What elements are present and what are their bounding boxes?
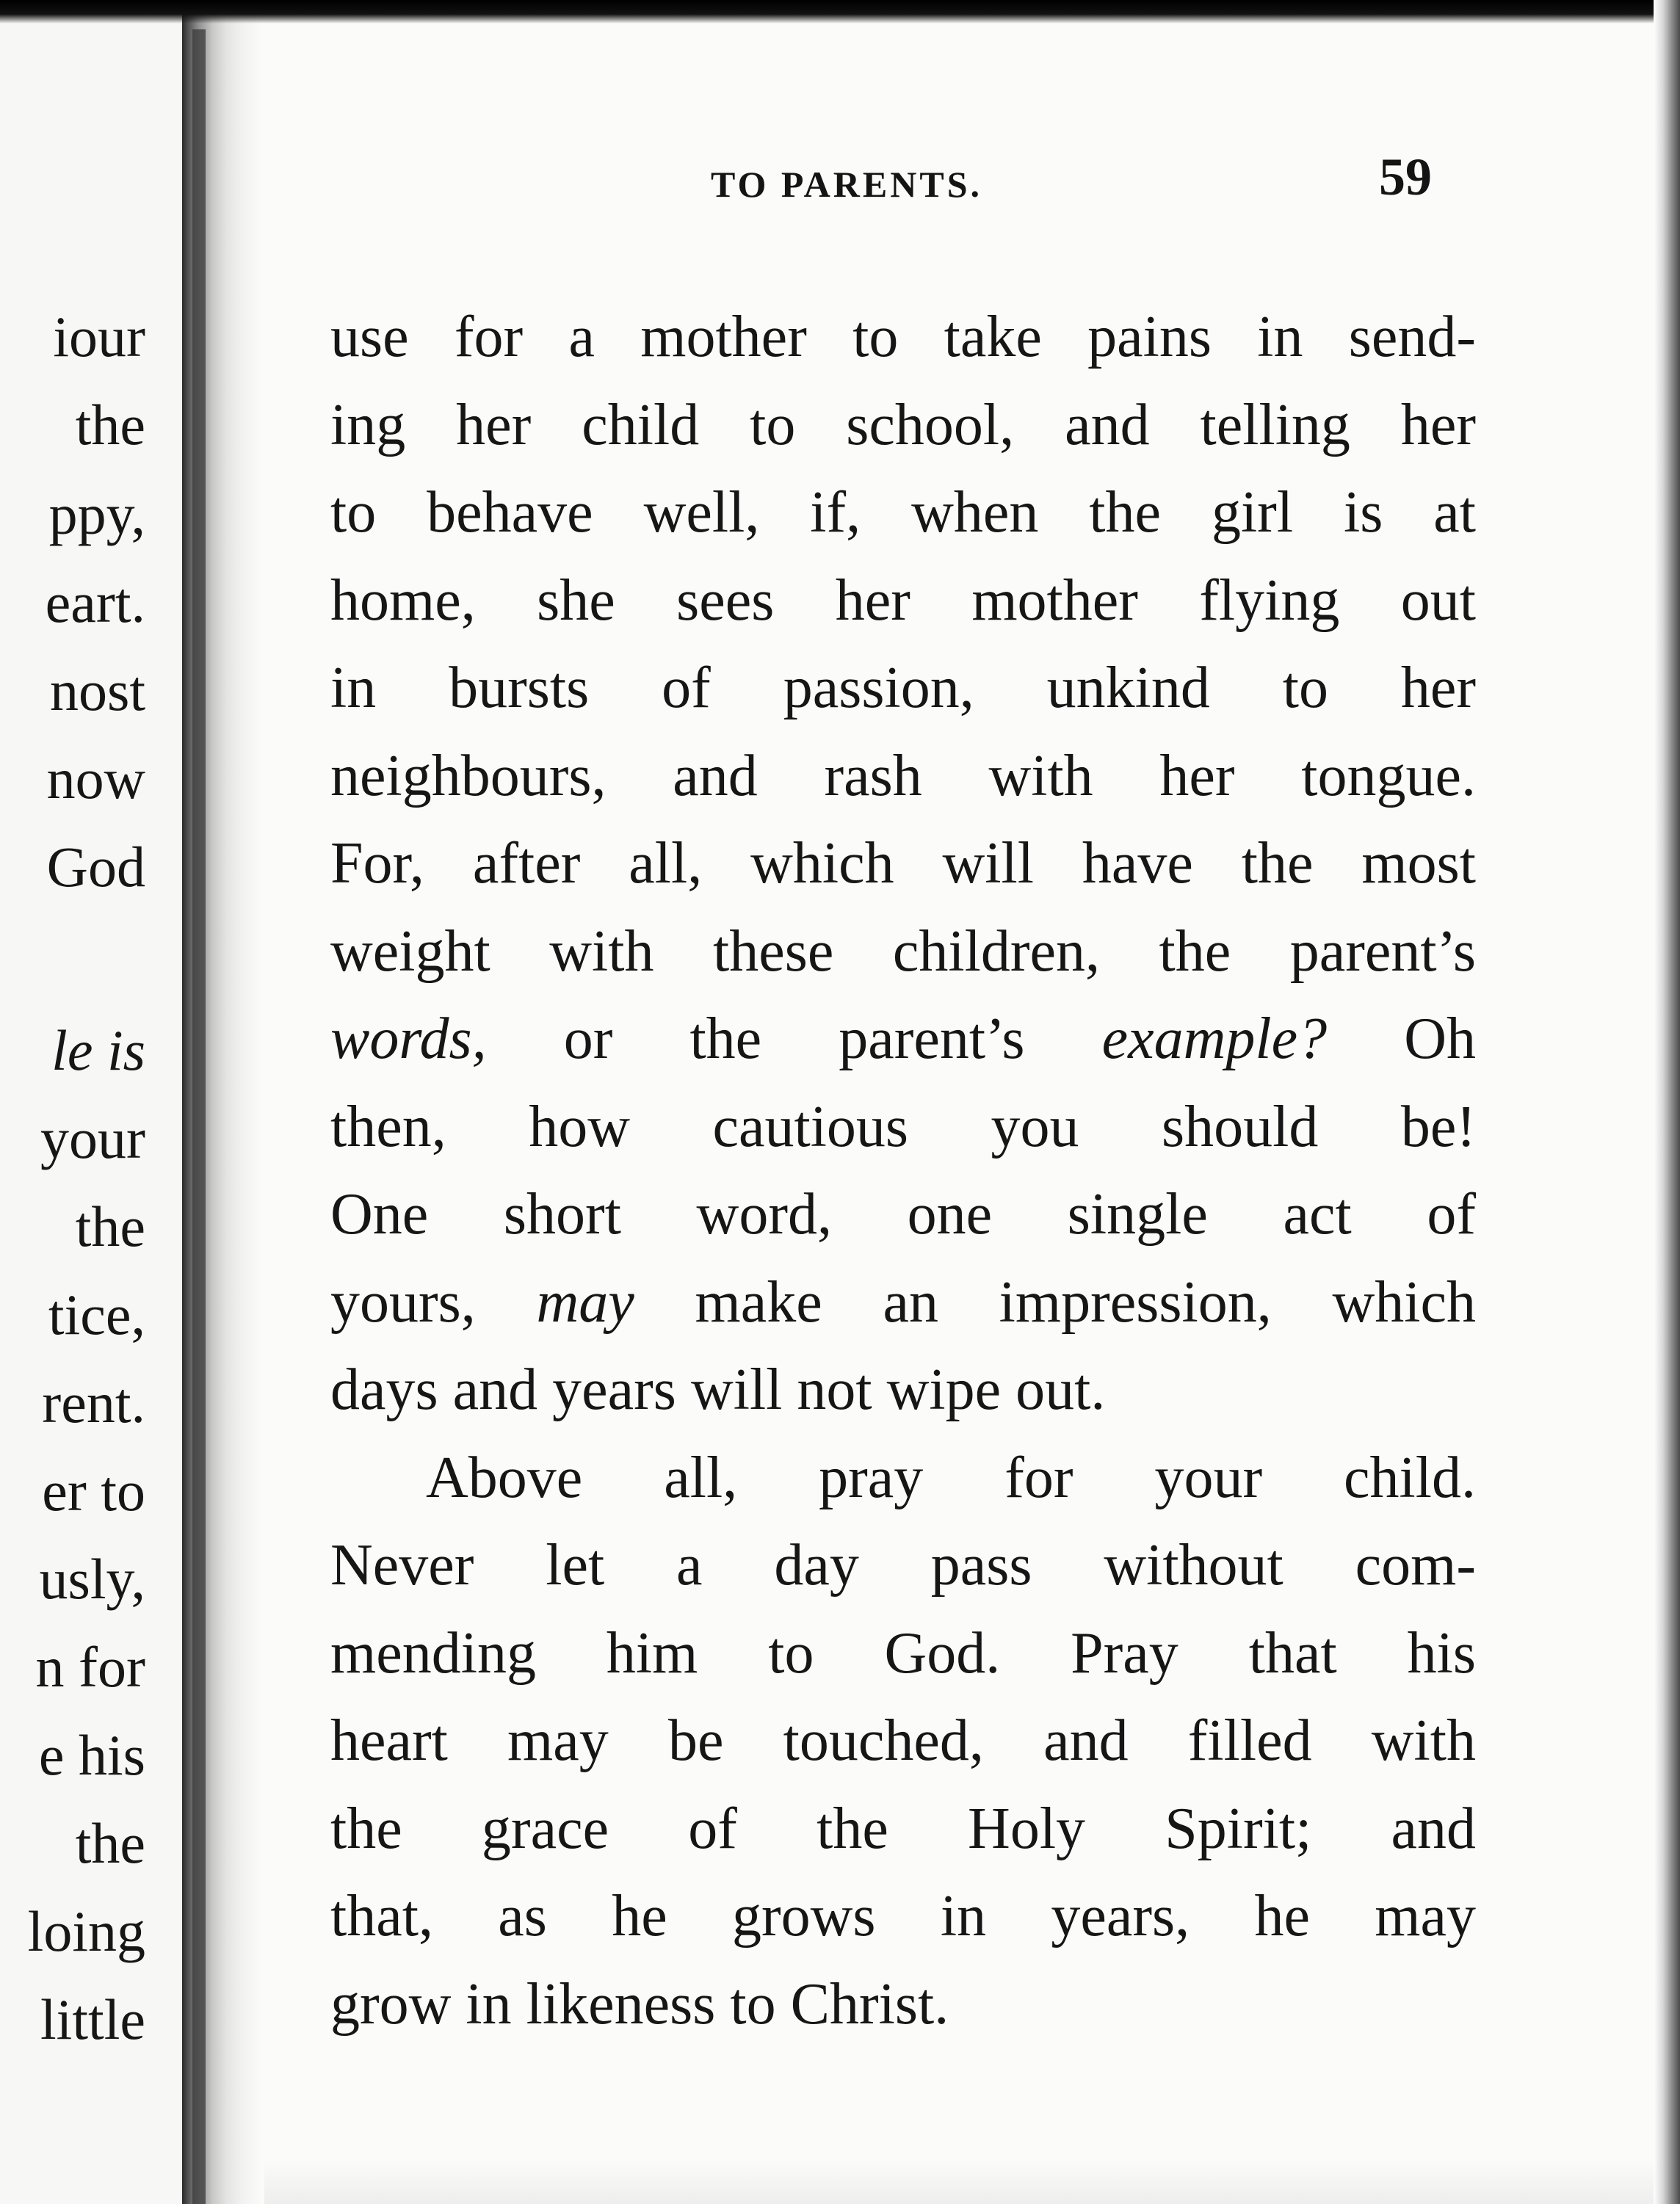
left-page-line: le is <box>51 1018 145 1082</box>
italic-word: may <box>536 1269 634 1335</box>
left-page-line: now <box>46 747 145 811</box>
page-number: 59 <box>1379 148 1432 206</box>
text-line: then, how cautious you should be! <box>330 1094 1476 1159</box>
left-page-line: rent. <box>42 1371 145 1435</box>
left-page-line: nost <box>49 659 145 722</box>
left-page-line: n for <box>35 1635 145 1699</box>
left-page-line: usly, <box>39 1547 145 1611</box>
running-head: TO PARENTS. <box>711 164 983 205</box>
left-page-line: God <box>46 835 145 899</box>
scan-top-edge <box>0 0 1680 23</box>
text-span: Oh <box>1327 1007 1476 1071</box>
left-page-line: loing <box>27 1899 145 1963</box>
left-page-line: the <box>75 393 145 457</box>
text-line: that, as he grows in years, he may <box>330 1884 1476 1949</box>
text-span: make an impression, which <box>634 1269 1476 1335</box>
left-facing-page <box>0 0 184 2204</box>
left-page-line: the <box>75 1811 145 1875</box>
page-body <box>330 294 1476 2048</box>
text-line: in bursts of passion, unkind to her <box>330 656 1476 720</box>
left-page-line: eart. <box>45 570 145 634</box>
text-line: use for a mother to take pains in send- <box>330 305 1476 369</box>
text-line: For, after all, which will have the most <box>330 831 1476 896</box>
left-page-line: your <box>40 1106 145 1170</box>
text-line: days and years will not wipe out. <box>330 1357 1106 1422</box>
text-line: ing her child to school, and telling her <box>330 392 1476 457</box>
text-line: the grace of the Holy Spirit; and <box>330 1796 1476 1861</box>
text-line: heart may be touched, and filled with <box>330 1708 1476 1773</box>
text-line: neighbours, and rash with her tongue. <box>330 743 1476 808</box>
text-span: or the parent’s <box>486 1007 1102 1071</box>
left-page-line: iour <box>53 305 145 369</box>
left-page-line: ppy, <box>48 482 145 546</box>
italic-word: example? <box>1101 1007 1328 1071</box>
text-line <box>330 1259 1476 1347</box>
left-page-line: tice, <box>48 1283 145 1346</box>
gutter-shadow <box>192 29 206 2204</box>
left-page-line: little <box>40 1987 145 2051</box>
text-line: grow in likeness to Christ. <box>330 1971 949 2037</box>
text-line: Above all, pray for your child. <box>426 1445 1476 1510</box>
text-line: Never let a day pass without com- <box>330 1533 1476 1598</box>
text-line: One short word, one single act of <box>330 1182 1476 1247</box>
italic-word: words, <box>330 1007 487 1071</box>
text-line: mending him to God. Pray that his <box>330 1620 1476 1686</box>
text-line: home, she sees her mother flying out <box>330 568 1476 633</box>
page-right-edge <box>1654 0 1680 2204</box>
left-page-line: er to <box>42 1459 145 1523</box>
paragraph-1 <box>330 294 1476 1435</box>
text-line: weight with these children, the parent’s <box>330 918 1476 984</box>
left-page-line: the <box>75 1195 145 1258</box>
text-span: yours, <box>330 1269 537 1335</box>
left-page-line: e his <box>38 1723 145 1787</box>
text-line: to behave well, if, when the girl is at <box>330 480 1476 545</box>
page-bottom-shade <box>264 2160 1654 2204</box>
text-line <box>330 996 1476 1084</box>
paragraph-2 <box>330 1435 1476 2049</box>
